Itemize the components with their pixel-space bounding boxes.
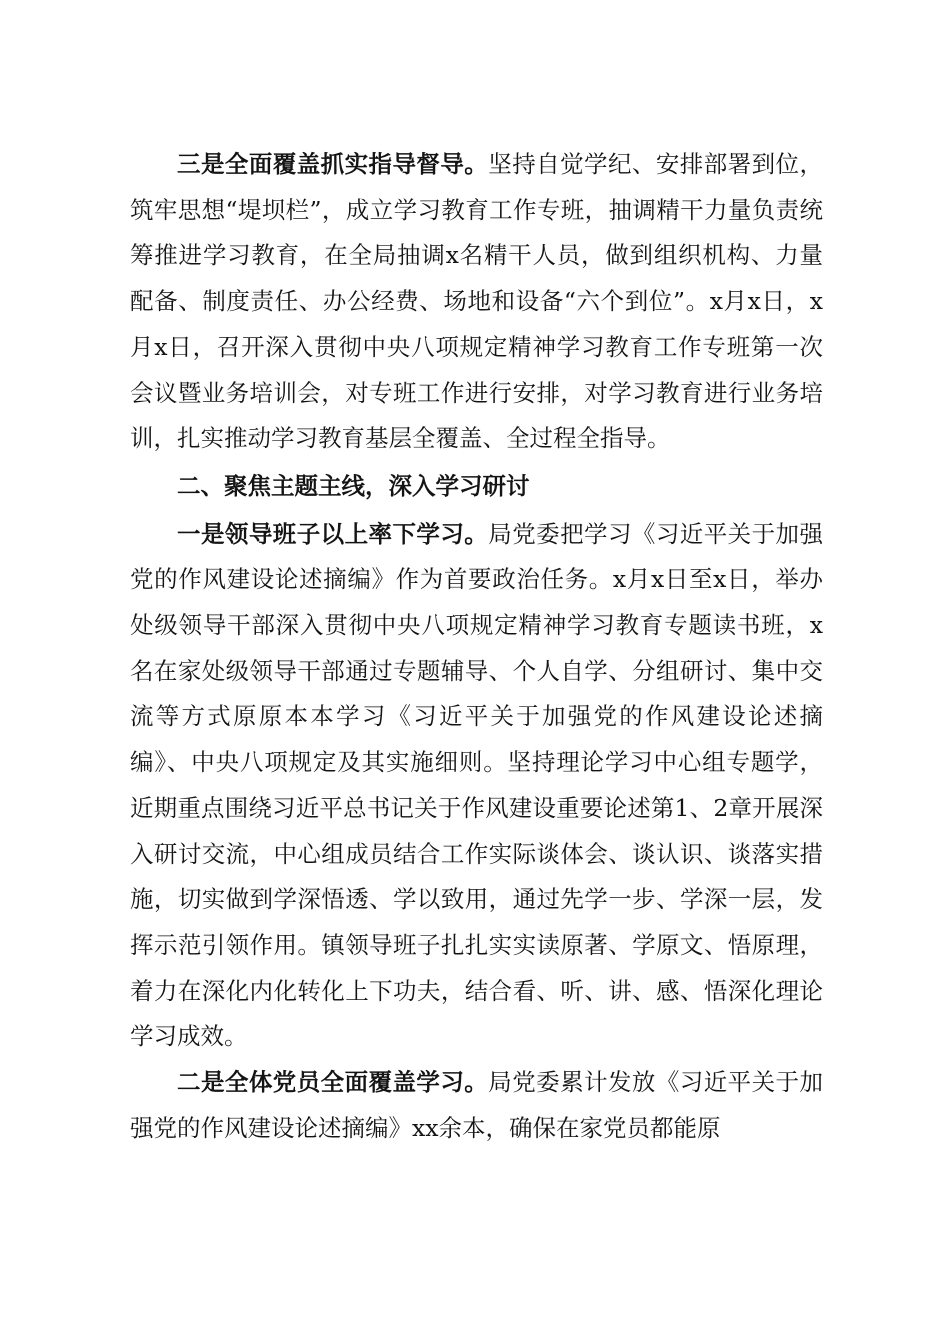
paragraph-lead: 一是领导班子以上率下学习。 <box>177 519 489 548</box>
paragraph-party-members-study <box>130 1060 823 1151</box>
section-heading: 二、聚焦主题主线，深入学习研讨 <box>177 471 530 500</box>
document-page <box>130 142 823 1151</box>
paragraph-body: 局党委把学习《习近平关于加强党的作风建设论述摘编》作为首要政治任务。x月x日至x日，举办处级领导干部深入贯彻中央八项规定精神学习教育专题读书班，x名在家处级领导干部通过专题辅导、个人自学、分组研讨、集中交流等方式原原本本学习《习近平关于加强党的作风建设论述摘编》、中央八项规定及其实施细则。坚持理论学习中心组专题学，近期重点围绕习近平总书记关于作风建设重要论述第1、2章开展深入研讨交流，中心组成员结合工作实际谈体会、谈认识、谈落实措施，切实做到学深悟透、学以致用，通过先学一步、学深一层，发挥示范引领作用。镇领导班子扎扎实实读原著、学原文、悟原理，着力在深化内化转化上下功夫，结合看、听、讲、感、悟深化理论学习成效。 <box>130 519 823 1051</box>
paragraph-body: 坚持自觉学纪、安排部署到位，筑牢思想“堤坝栏”，成立学习教育工作专班，抽调精干力量负责统筹推进学习教育，在全局抽调x名精干人员，做到组织机构、力量配备、制度责任、办公经费、场地和设备“六个到位”。x月x日，x月x日，召开深入贯彻中央八项规定精神学习教育工作专班第一次会议暨业务培训会，对专班工作进行安排，对学习教育进行业务培训，扎实推动学习教育基层全覆盖、全过程全指导。 <box>130 150 823 453</box>
paragraph-lead: 二是全体党员全面覆盖学习。 <box>177 1068 489 1097</box>
paragraph-leadership-study <box>130 512 823 1060</box>
paragraph-lead: 三是全面覆盖抓实指导督导。 <box>177 150 489 178</box>
paragraph-guidance-supervision <box>130 142 823 462</box>
paragraph-body: 局党委累计发放《习近平关于加强党的作风建设论述摘编》xx余本，确保在家党员都能原 <box>130 1068 823 1142</box>
